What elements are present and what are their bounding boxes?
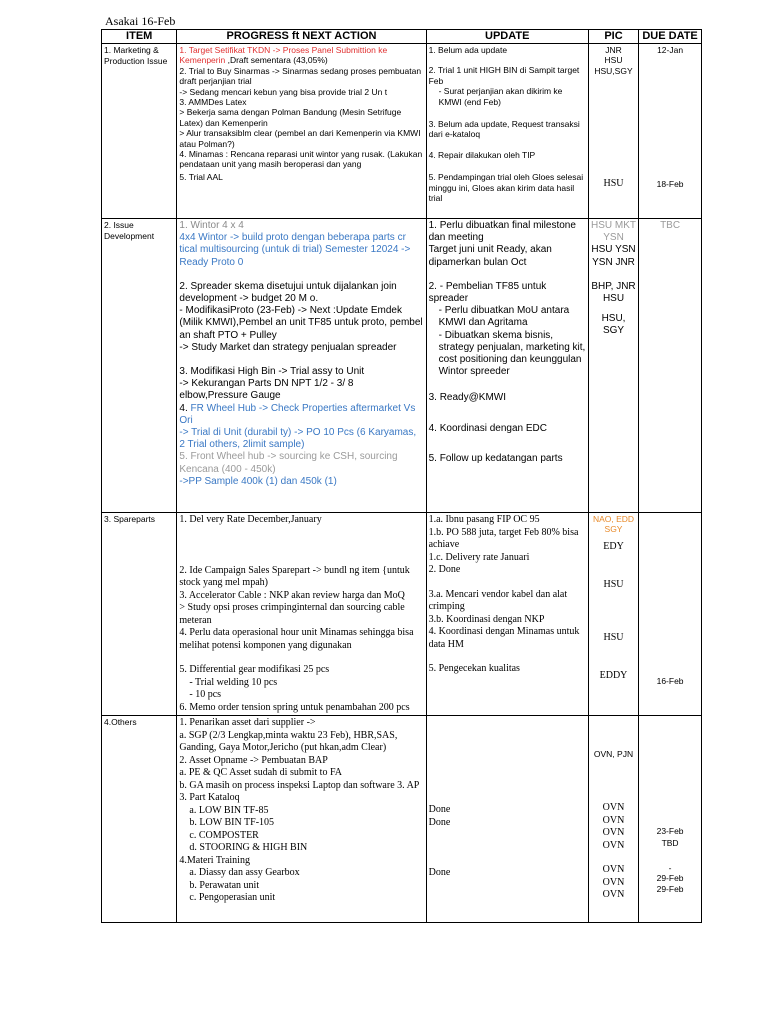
- pic-text: HSU MKT: [591, 220, 637, 231]
- asakai-table: [101, 29, 702, 923]
- update-text: 2. - Pembelian TF85 untuk spreader: [428, 280, 547, 305]
- progress-text: -> Study Market dan strategy penjualan spreader: [179, 341, 397, 353]
- document-title: Asakai 16-Feb: [105, 14, 176, 28]
- pic-cell: [588, 219, 638, 513]
- progress-text: 5. Trial AAL: [179, 171, 223, 182]
- header-progress: PROGRESS ft NEXT ACTION: [177, 30, 426, 44]
- due-text: -: [668, 862, 672, 873]
- progress-text: ->PP Sample 400k (1) dan 450k (1): [179, 475, 337, 487]
- update-text: 1. Perlu dibuatkan final milestone dan meeting: [428, 220, 576, 244]
- pic-text: BHP, JNR: [591, 280, 636, 292]
- header-due-date: DUE DATE: [639, 30, 702, 44]
- header-pic: PIC: [588, 30, 638, 44]
- progress-text: -> Trial di Unit (durabil ty) -> PO 10 Pcs (6 Karyamas, 2 Trial others, 2limit sample): [179, 427, 417, 451]
- update-text: 2. Done: [428, 564, 461, 575]
- update-cell: [426, 219, 588, 513]
- progress-text: 3. Part Kataloq: [179, 792, 240, 803]
- due-text: 29-Feb: [656, 873, 684, 884]
- pic-text: OVN, PJN: [593, 749, 634, 759]
- progress-text: 4.: [179, 402, 191, 414]
- progress-text: -> Kekurangan Parts DN NPT 1/2 - 3/ 8 elbow,Pressure Gauge: [179, 378, 354, 402]
- progress-text: a. SGP (2/3 Lengkap,minta waktu 23 Feb), HBR,SAS, Ganding, Gaya Motor,Jericho (put hkan,adm Clear): [179, 729, 398, 753]
- due-cell: [639, 716, 702, 923]
- progress-text: 1. Del very Rate December,January: [179, 514, 322, 525]
- progress-text: - Trial welding 10 pcs: [189, 676, 278, 688]
- update-cell: [426, 716, 588, 923]
- progress-text: 4x4 Wintor -> build proto dengan beberapa parts cr tical multisourcing (untuk di trial) Semester 12024 -> Ready Proto 0: [179, 232, 411, 268]
- progress-text: a. Diassy dan assy Gearbox: [189, 867, 300, 878]
- update-text: 3. Belum ada update, Request transaksi dari e-kataloq: [428, 119, 580, 140]
- pic-text: SGY: [602, 325, 625, 337]
- item-label: 2. Issue Development: [104, 220, 155, 241]
- table-row: [102, 716, 702, 923]
- update-text: Done: [428, 816, 451, 828]
- progress-text: b. LOW BIN TF-105: [189, 817, 275, 828]
- pic-text: OVN: [602, 814, 625, 826]
- progress-text: d. STOORING & HIGH BIN: [189, 842, 308, 853]
- progress-text: > Bekerja sama dengan Polman Bandung (Mesin Setrifuge Latex) dan Kemenperin: [179, 107, 402, 128]
- update-text: Target juni unit Ready, akan dipamerkan bulan Oct: [428, 244, 552, 268]
- progress-text: 2. Asset Opname -> Pembuatan BAP: [179, 754, 328, 766]
- due-text: 29-Feb: [656, 883, 684, 894]
- progress-cell: [177, 513, 426, 716]
- item-cell: [102, 219, 177, 513]
- pic-text: EDY: [603, 540, 624, 552]
- progress-text: a. LOW BIN TF-85: [189, 804, 269, 816]
- progress-text: b. GA masih on process inspeksi Laptop dan software 3. AP: [179, 779, 420, 791]
- pic-text: HSU: [603, 631, 624, 643]
- due-text: TBC: [660, 220, 681, 231]
- pic-text: OVN: [602, 876, 625, 888]
- update-text: 5. Pendampingan trial oleh Gloes selesai minggu ini, Gloes akan kirim data hasil trial: [428, 172, 584, 204]
- update-text: 5. Follow up kedatangan parts: [428, 452, 563, 464]
- due-cell: [639, 219, 702, 513]
- progress-text: > Study opsi proses crimpinginternal dan sourcing cable meteran: [179, 602, 405, 626]
- update-text: 2. Trial 1 unit HIGH BIN di Sampit target Feb: [428, 65, 580, 86]
- update-text: 1. Belum ada update: [428, 45, 508, 55]
- due-cell: [639, 44, 702, 219]
- header-row: [102, 30, 702, 44]
- pic-cell: [588, 716, 638, 923]
- item-cell: [102, 513, 177, 716]
- progress-text: b. Perawatan unit: [189, 879, 260, 891]
- pic-text: HSU YSN: [591, 244, 636, 256]
- pic-text: EDDY: [599, 670, 628, 682]
- update-text: 1.b. PO 588 juta, target Feb 80% bisa achiave: [428, 526, 579, 550]
- progress-text: 3. AMMDes Latex: [179, 97, 247, 108]
- header-update: UPDATE: [426, 30, 588, 44]
- due-text: 23-Feb: [656, 826, 684, 836]
- progress-text: 1. Penarikan asset dari supplier ->: [179, 717, 316, 728]
- table-row: [102, 44, 702, 219]
- update-text: 3. Ready@KMWI: [428, 392, 506, 404]
- progress-text: 4. Perlu data operasional hour unit Minamas sehingga bisa melihat potensi komponen yang digunakan: [179, 627, 414, 651]
- pic-text: OVN: [602, 889, 625, 901]
- update-cell: [426, 513, 588, 716]
- pic-text: SGY: [604, 524, 623, 535]
- item-cell: [102, 44, 177, 219]
- update-text: 5. Pengecekan kualitas: [428, 663, 520, 674]
- progress-text: c. Pengoperasian unit: [189, 892, 276, 903]
- update-text: 3.b. Koordinasi dengan NKP: [428, 613, 545, 625]
- update-text: Done: [428, 867, 451, 878]
- progress-text: 3. Modifikasi High Bin -> Trial assy to Unit: [179, 366, 365, 378]
- progress-text: 1. Wintor 4 x 4: [179, 220, 244, 231]
- progress-cell: [177, 219, 426, 513]
- table-row: [102, 513, 702, 716]
- pic-text: NAO, EDD: [592, 514, 635, 524]
- update-text: 4. Koordinasi dengan EDC: [428, 422, 548, 434]
- pic-text: JNR: [605, 45, 622, 55]
- progress-text: -> Sedang mencari kebun yang bisa provide trial 2 Un t: [179, 86, 388, 97]
- progress-text: - ModifikasiProto (23-Feb) -> Next :Update Emdek (Milik KMWI),Pembel an unit TF85 untuk proto, pembel an shaft PTO + Pulley: [179, 305, 423, 341]
- due-cell: [639, 513, 702, 716]
- update-text: - Perlu dibuatkan MoU antara KMWI dan Agritama: [438, 305, 570, 329]
- progress-text: c. COMPOSTER: [189, 829, 259, 841]
- update-text: 4. Repair dilakukan oleh TIP: [428, 149, 536, 160]
- update-text: - Surat perjanjian akan dikirim ke KMWI (end Feb): [438, 86, 563, 107]
- progress-text: 2. Trial to Buy Sinarmas -> Sinarmas sedang proses pembuatan draft perjanjian trial: [179, 65, 422, 87]
- update-text: 4. Koordinasi dengan Minamas untuk data HM: [428, 626, 580, 650]
- progress-cell: [177, 44, 426, 219]
- update-text: 3.a. Mencari vendor kabel dan alat crimping: [428, 588, 568, 612]
- progress-text: 4. Minamas : Rencana reparasi unit wintor yang rusak. (Lakukan pendataan unit yang masih beroperasi dan yang: [179, 149, 423, 170]
- pic-cell: [588, 513, 638, 716]
- progress-text: 4.Materi Training: [179, 854, 250, 866]
- pic-text: HSU: [603, 178, 624, 190]
- pic-text: OVN: [602, 827, 625, 839]
- due-text: 18-Feb: [656, 179, 684, 190]
- update-text: - Dibuatkan skema bisnis, strategy penjualan, marketing kit, cost positioning dan keunggulan Wintor spreeder: [438, 329, 586, 378]
- due-text: TBD: [661, 838, 679, 849]
- due-text: 12-Jan: [657, 45, 684, 55]
- progress-cell: [177, 716, 426, 923]
- pic-text: OVN: [602, 839, 625, 851]
- progress-text: > Alur transaksiblm clear (pembel an dari Kemenperin via KMWI atau Polman?): [179, 128, 421, 149]
- table-row: [102, 219, 702, 513]
- item-label: 3. Spareparts: [104, 514, 156, 524]
- update-cell: [426, 44, 588, 219]
- pic-text: HSU,SGY: [594, 65, 633, 76]
- pic-text: YSN: [603, 232, 624, 244]
- update-text: 1.c. Delivery rate Januari: [428, 551, 530, 563]
- progress-text: - 10 pcs: [189, 689, 222, 700]
- progress-text: 2. Ide Campaign Sales Sparepart -> bundl ng item {untuk stock yang mel mpah): [179, 564, 410, 588]
- item-label: 4.Others: [104, 717, 137, 727]
- progress-text: a. PE & QC Asset sudah di submit to FA: [179, 767, 342, 778]
- pic-text: OVN: [602, 802, 625, 814]
- progress-text: 1. Target Setifikat TKDN -> Proses Panel Submittion ke Kemenperin: [179, 45, 388, 66]
- progress-text: FR Wheel Hub -> Check Properties aftermarket Vs Ori: [179, 402, 416, 426]
- progress-text: 2. Spreader skema disetujui untuk dijalankan join development -> budget 20 M o.: [179, 280, 397, 305]
- progress-text: 6. Memo order tension spring untuk penambahan 200 pcs: [179, 701, 410, 713]
- item-label: 1. Marketing & Production Issue: [104, 45, 168, 66]
- pic-text: YSN JNR: [592, 256, 635, 268]
- progress-text: ,Draft sementara (43,05%): [225, 55, 328, 66]
- update-text: 1.a. Ibnu pasang FIP OC 95: [428, 514, 540, 525]
- item-cell: [102, 716, 177, 923]
- pic-cell: [588, 44, 638, 219]
- pic-text: HSU: [604, 55, 623, 66]
- pic-text: OVN: [602, 864, 625, 876]
- pic-text: HSU: [602, 293, 625, 305]
- update-text: Done: [428, 804, 451, 815]
- progress-text: 5. Front Wheel hub -> sourcing ke CSH, sourcing Kencana (400 - 450k): [179, 451, 398, 475]
- pic-text: HSU: [603, 579, 624, 591]
- header-item: ITEM: [102, 30, 177, 44]
- due-text: 16-Feb: [656, 676, 684, 686]
- progress-text: 5. Differential gear modifikasi 25 pcs: [179, 664, 330, 675]
- progress-text: 3. Accelerator Cable : NKP akan review harga dan MoQ: [179, 589, 405, 601]
- pic-text: HSU,: [601, 313, 626, 325]
